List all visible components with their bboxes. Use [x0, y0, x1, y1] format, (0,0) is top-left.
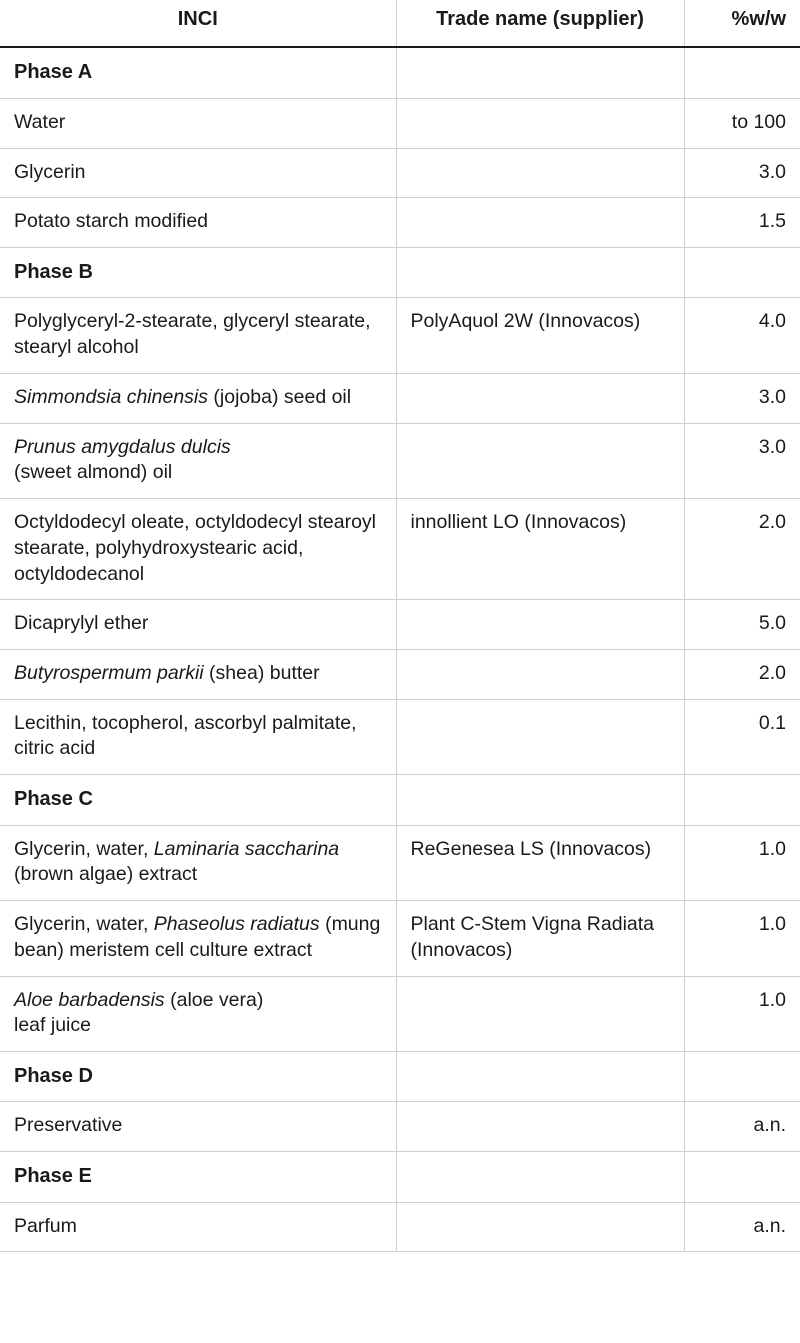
- phase-row: [0, 775, 800, 825]
- phase-label: Phase D: [0, 1051, 396, 1101]
- cell-trade-name: [396, 976, 684, 1051]
- cell-trade-name: [396, 148, 684, 198]
- table-header: [0, 0, 800, 47]
- table-row: [0, 901, 800, 976]
- cell-inci: Octyldodecyl oleate, octyldodecyl stearoyl stearate, polyhydroxystearic acid, octyldodecanol: [0, 499, 396, 600]
- cell-trade-name: ReGenesea LS (Innovacos): [396, 825, 684, 900]
- cell-trade-name: Plant C-Stem Vigna Radiata (Innovacos): [396, 901, 684, 976]
- cell-trade-name: [396, 775, 684, 825]
- phase-label: Phase E: [0, 1152, 396, 1202]
- cell-trade-name: [396, 198, 684, 248]
- cell-trade-name: [396, 649, 684, 699]
- cell-trade-name: [396, 98, 684, 148]
- cell-trade-name: [396, 373, 684, 423]
- cell-percent: 4.0: [684, 298, 800, 373]
- cell-inci: Preservative: [0, 1102, 396, 1152]
- cell-percent: [684, 1152, 800, 1202]
- cell-percent: a.n.: [684, 1102, 800, 1152]
- cell-inci: Parfum: [0, 1202, 396, 1252]
- table-header-row: [0, 0, 800, 47]
- cell-percent: 3.0: [684, 373, 800, 423]
- cell-inci: Prunus amygdalus dulcis (sweet almond) oil: [0, 423, 396, 498]
- cell-percent: 3.0: [684, 423, 800, 498]
- table-row: [0, 198, 800, 248]
- cell-trade-name: [396, 423, 684, 498]
- phase-row: [0, 1051, 800, 1101]
- cell-trade-name: [396, 247, 684, 297]
- cell-inci: Glycerin, water, Phaseolus radiatus (mung bean) meristem cell culture extract: [0, 901, 396, 976]
- table-row: [0, 298, 800, 373]
- cell-inci: Polyglyceryl-2-stearate, glyceryl stearate, stearyl alcohol: [0, 298, 396, 373]
- cell-percent: [684, 1051, 800, 1101]
- table-body: [0, 47, 800, 1251]
- cell-inci: Aloe barbadensis (aloe vera) leaf juice: [0, 976, 396, 1051]
- cell-trade-name: [396, 1202, 684, 1252]
- cell-inci: Dicaprylyl ether: [0, 600, 396, 650]
- cell-percent: 2.0: [684, 649, 800, 699]
- cell-trade-name: [396, 699, 684, 774]
- cell-percent: [684, 775, 800, 825]
- table-row: [0, 699, 800, 774]
- cell-inci: Potato starch modified: [0, 198, 396, 248]
- cell-inci: Glycerin, water, Laminaria saccharina (brown algae) extract: [0, 825, 396, 900]
- cell-percent: 0.1: [684, 699, 800, 774]
- cell-trade-name: PolyAquol 2W (Innovacos): [396, 298, 684, 373]
- table-row: [0, 1102, 800, 1152]
- table-row: [0, 98, 800, 148]
- cell-trade-name: [396, 1102, 684, 1152]
- cell-trade-name: [396, 1152, 684, 1202]
- cell-percent: 2.0: [684, 499, 800, 600]
- phase-label: Phase A: [0, 47, 396, 98]
- column-header-inci: INCI: [0, 0, 396, 47]
- cell-percent: 1.0: [684, 901, 800, 976]
- cell-percent: 1.0: [684, 976, 800, 1051]
- phase-label: Phase C: [0, 775, 396, 825]
- cell-trade-name: [396, 600, 684, 650]
- cell-percent: [684, 247, 800, 297]
- table-row: [0, 825, 800, 900]
- phase-row: [0, 47, 800, 98]
- cell-inci: Glycerin: [0, 148, 396, 198]
- phase-row: [0, 1152, 800, 1202]
- table-row: [0, 600, 800, 650]
- cell-inci: Lecithin, tocopherol, ascorbyl palmitate, citric acid: [0, 699, 396, 774]
- table-row: [0, 976, 800, 1051]
- cell-percent: 5.0: [684, 600, 800, 650]
- cell-percent: 1.5: [684, 198, 800, 248]
- cell-inci: Butyrospermum parkii (shea) butter: [0, 649, 396, 699]
- table-row: [0, 373, 800, 423]
- cell-percent: 3.0: [684, 148, 800, 198]
- cell-trade-name: innollient LO (Innovacos): [396, 499, 684, 600]
- cell-inci: Water: [0, 98, 396, 148]
- cell-percent: to 100: [684, 98, 800, 148]
- table-row: [0, 423, 800, 498]
- cell-inci: Simmondsia chinensis (jojoba) seed oil: [0, 373, 396, 423]
- table-row: [0, 499, 800, 600]
- column-header-trade-name: Trade name (supplier): [396, 0, 684, 47]
- table-row: [0, 148, 800, 198]
- table-row: [0, 649, 800, 699]
- cell-trade-name: [396, 1051, 684, 1101]
- cell-percent: 1.0: [684, 825, 800, 900]
- cell-trade-name: [396, 47, 684, 98]
- column-header-percent: %w/w: [684, 0, 800, 47]
- phase-row: [0, 247, 800, 297]
- cell-percent: [684, 47, 800, 98]
- table-row: [0, 1202, 800, 1252]
- cell-percent: a.n.: [684, 1202, 800, 1252]
- phase-label: Phase B: [0, 247, 396, 297]
